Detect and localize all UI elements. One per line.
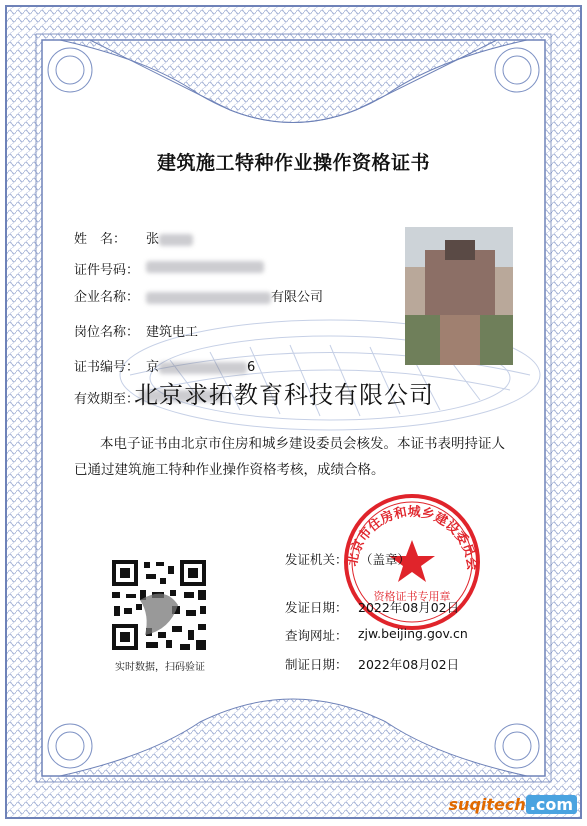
overlay-watermark: 北京求拓教育科技有限公司 xyxy=(134,381,434,409)
query-url-value[interactable]: zjw.beijing.gov.cn xyxy=(358,626,468,641)
issuer-value: （盖章） xyxy=(360,552,411,567)
name-value: 张 xyxy=(146,228,193,247)
make-date-label: 制证日期： xyxy=(285,657,348,672)
company-label: 企业名称： xyxy=(74,290,140,305)
certificate-title: 建筑施工特种作业操作资格证书 xyxy=(156,152,430,174)
issue-date-value: 2022年08月02日 xyxy=(358,600,460,615)
id-label: 证件号码： xyxy=(74,263,140,278)
qr-caption: 实时数据，扫码验证 xyxy=(115,662,205,673)
validity-label: 有效期至： xyxy=(74,392,140,407)
seal-text: 北京市住房和城乡建设委员会 xyxy=(345,504,480,572)
cert-no-value: 京 6 xyxy=(146,360,256,375)
id-value-redacted xyxy=(146,259,264,274)
qr-code-icon xyxy=(110,558,208,652)
site-brand-logo[interactable]: suqitech .com xyxy=(449,795,577,814)
statement-line-1: 本电子证书由北京市住房和城乡建设委员会核发。本证书表明持证人 xyxy=(100,436,505,452)
statement-line-2: 已通过建筑施工特种作业操作资格考核，成绩合格。 xyxy=(74,462,385,478)
position-label: 岗位名称： xyxy=(74,325,140,340)
issue-date-label: 发证日期： xyxy=(285,600,348,615)
person-photo xyxy=(405,227,513,365)
cert-no-label: 证书编号： xyxy=(74,360,140,375)
query-url-label: 查询网址： xyxy=(285,628,348,643)
company-value: 有限公司 xyxy=(146,286,323,305)
position-value: 建筑电工 xyxy=(146,325,199,340)
seal-bottom-text: 资格证书专用章 xyxy=(373,590,451,603)
name-label: 姓 名： xyxy=(74,232,127,247)
make-date-value: 2022年08月02日 xyxy=(358,657,460,672)
issuer-label: 发证机关： xyxy=(285,552,348,567)
